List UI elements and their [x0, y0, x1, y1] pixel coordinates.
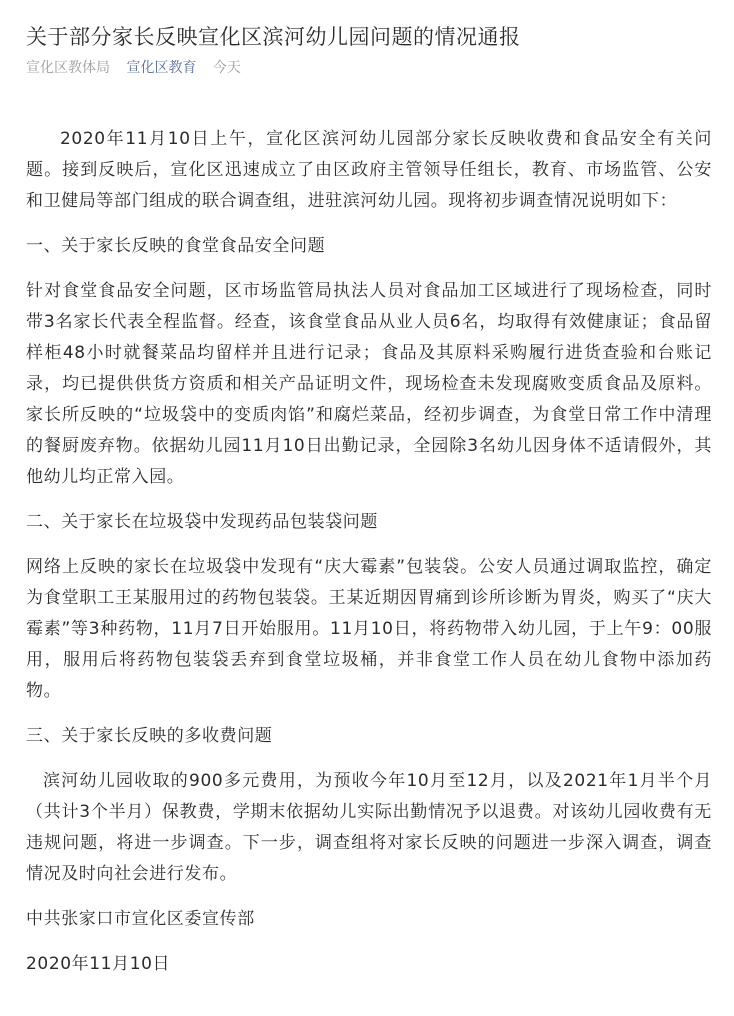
- article-content: [26, 124, 712, 980]
- section-body-2: 网络上反映的家长在垃圾袋中发现有“庆大霉素”包装袋。公安人员通过调取监控，确定为食堂职工王某服用过的药物包装袋。王某近期因胃痛到诊所诊断为胃炎，购买了“庆大霉素”等3种药物，11月7日开始服用。11月10日，将药物带入幼儿园，于上午9：00服用，服用后将药物包装袋丢弃到食堂垃圾桶，并非食堂工作人员在幼儿食物中添加药物。: [26, 557, 712, 701]
- intro-paragraph: 2020年11月10日上午，宣化区滨河幼儿园部分家长反映收费和食品安全有关问题。接到反映后，宣化区迅速成立了由区政府主管领导任组长，教育、市场监管、公安和卫健局等部门组成的联合调查组，进驻滨河幼儿园。现将初步调查情况说明如下：: [26, 129, 712, 211]
- account-link[interactable]: 宣化区教育: [126, 60, 197, 76]
- publish-time: 今天: [212, 60, 241, 76]
- section-heading-2: 二、关于家长在垃圾袋中发现药品包装袋问题: [26, 512, 378, 532]
- article-title: 关于部分家长反映宣化区滨河幼儿园问题的情况通报: [26, 25, 521, 49]
- signature: 中共张家口市宣化区委宣传部: [26, 909, 255, 929]
- publish-date: 2020年11月10日: [26, 954, 171, 974]
- article-meta: [26, 58, 712, 78]
- section-heading-3: 三、关于家长反映的多收费问题: [26, 726, 273, 746]
- section-body-1: 针对食堂食品安全问题，区市场监管局执法人员对食品加工区域进行了现场检查，同时带3名家长代表全程监督。经查，该食堂食品从业人员6名，均取得有效健康证；食品留样柜48小时就餐菜品均留样并且进行记录；食品及其原料采购履行进货查验和台账记录，均已提供供货方资质和相关产品证明文件，现场检查未发现腐败变质食品及原料。家长所反映的“垃圾袋中的变质肉馅”和腐烂菜品，经初步调查，为食堂日常工作中清理的餐厨废弃物。依据幼儿园11月10日出勤记录，全园除3名幼儿因身体不适请假外，其他幼儿均正常入园。: [26, 281, 712, 487]
- author-name: 宣化区教体局: [26, 60, 110, 76]
- section-heading-1: 一、关于家长反映的食堂食品安全问题: [26, 236, 326, 256]
- section-body-3: 滨河幼儿园收取的900多元费用，为预收今年10月至12月，以及2021年1月半个月（共计3个半月）保教费，学期末依据幼儿实际出勤情况予以退费。对该幼儿园收费有无违规问题，将进一步调查。下一步，调查组将对家长反映的问题进一步深入调查，调查情况及时向社会进行发布。: [26, 771, 712, 884]
